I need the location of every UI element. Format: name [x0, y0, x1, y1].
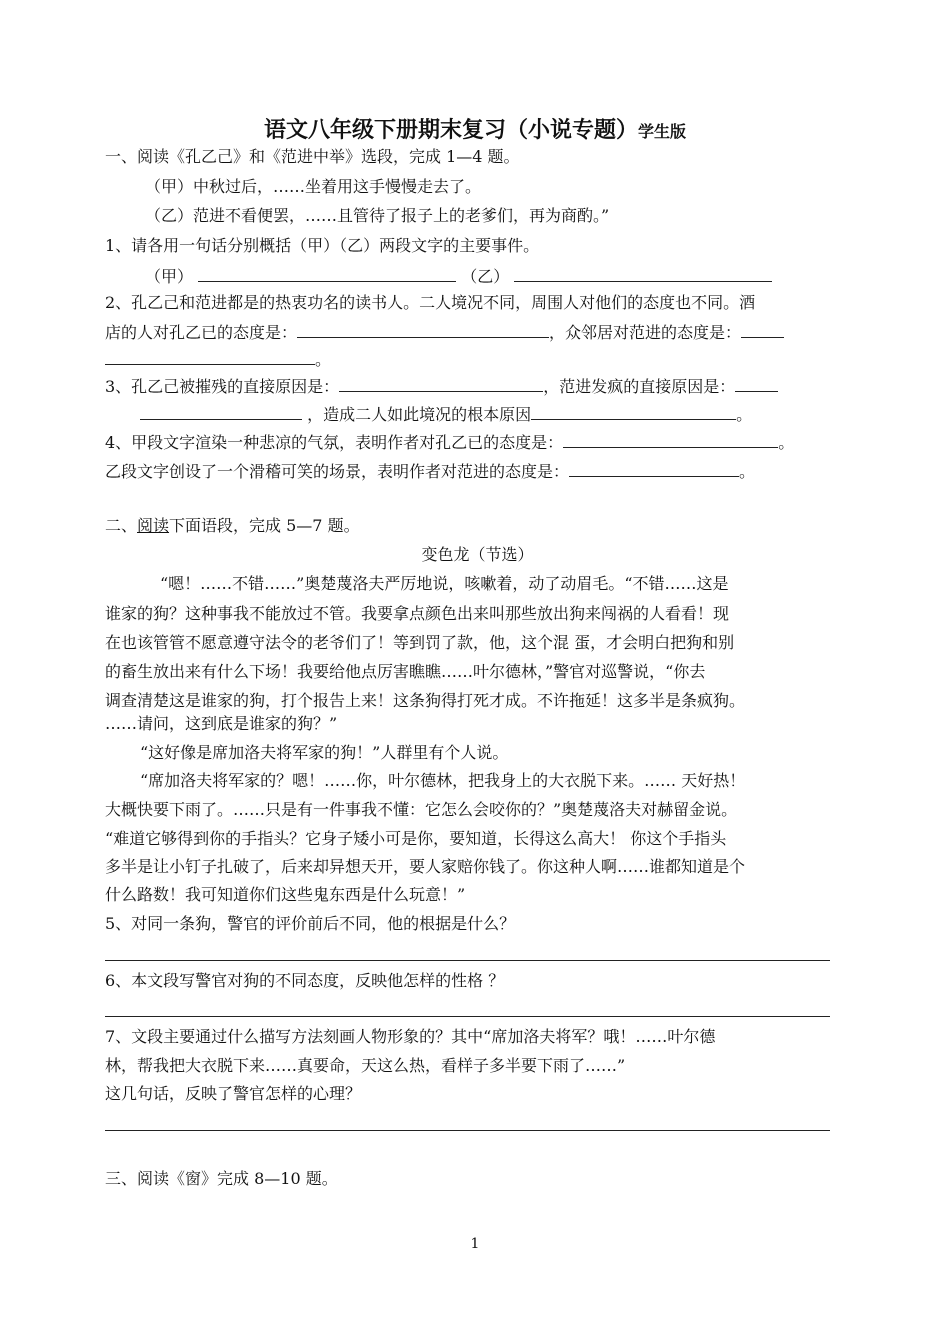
- passage-line: 调查清楚这是谁家的狗，打个报告上来！这条狗得打死才成。不许拖延！这多半是条疯狗。: [105, 691, 746, 710]
- answer-blank-yi[interactable]: [514, 264, 772, 282]
- answer-blank-q4a[interactable]: [563, 430, 778, 448]
- question-4-line2: 乙段文字创设了一个滑稽可笑的场景，表明作者对范进的态度是： 。: [105, 459, 850, 482]
- passage-line: “嗯！……不错……”奥楚蔑洛夫严厉地说，咳嗽着，动了动眉毛。“不错……这是: [160, 574, 729, 593]
- passage-line: 大概快要下雨了。……只是有一件事我不懂：它怎么会咬你的？”奥楚蔑洛夫对赫留金说。: [105, 800, 738, 819]
- passage-line: 什么路数！我可知道你们这些鬼东西是什么玩意！”: [105, 885, 466, 904]
- answer-line-q7[interactable]: [105, 1130, 830, 1131]
- page-title: 语文八年级下册期末复习（小说专题）学生版: [263, 117, 687, 143]
- question-6: 6、本文段写警官对狗的不同态度，反映他怎样的性格 ？: [105, 971, 505, 990]
- answer-blank-q2b[interactable]: [741, 320, 784, 338]
- question-1: 1、请各用一句话分别概括（甲）（乙）两段文字的主要事件。: [105, 236, 540, 255]
- answer-blank-q2b-cont[interactable]: [105, 347, 315, 365]
- answer-blank-q3c[interactable]: [531, 402, 736, 420]
- reading-link[interactable]: 阅读: [137, 516, 170, 535]
- section2-heading: 二、阅读下面语段，完成 5—7 题。: [105, 516, 360, 535]
- passage-line: 谁家的狗？这种事我不能放过不管。我要拿点颜色出来叫那些放出狗来闯祸的人看看！现: [105, 604, 730, 623]
- question-2-line3: 。: [105, 347, 850, 370]
- question-1-answers: （甲） （乙）: [145, 264, 850, 287]
- excerpt-yi: （乙）范进不看便罢，……且管待了报子上的老爹们，再为商酌。”: [145, 206, 610, 225]
- page-number: 1: [470, 1236, 480, 1252]
- excerpt-jia: （甲）中秋过后，……坐着用这手慢慢走去了。: [145, 177, 482, 196]
- answer-line-q6[interactable]: [105, 1016, 830, 1017]
- answer-blank-jia[interactable]: [198, 264, 456, 282]
- answer-line-q5[interactable]: [105, 960, 830, 961]
- section1-heading: 一、阅读《孔乙己》和《范进中举》选段，完成 1—4 题。: [105, 147, 520, 166]
- passage-line: “难道它够得到你的手指头？它身子矮小可是你，要知道，长得这么高大！ 你这个手指头: [105, 829, 727, 848]
- question-3-line2: ，造成二人如此境况的根本原因 。: [140, 402, 850, 425]
- passage-line: “这好像是席加洛夫将军家的狗！”人群里有个人说。: [140, 743, 509, 762]
- question-3-line1: 3、孔乙己被摧残的直接原因是： ，范进发疯的直接原因是：: [105, 374, 850, 397]
- section3-heading: 三、阅读《窗》完成 8—10 题。: [105, 1169, 338, 1188]
- answer-blank-q2a[interactable]: [297, 320, 549, 338]
- answer-blank-q3b[interactable]: [735, 374, 778, 392]
- question-4-line1: 4、甲段文字渲染一种悲凉的气氛，表明作者对孔乙已的态度是： 。: [105, 430, 850, 453]
- passage-line: ……请问，这到底是谁家的狗？”: [105, 714, 338, 733]
- question-7-line: 7、文段主要通过什么描写方法刻画人物形象的？其中“席加洛夫将军？哦！……叶尔德: [105, 1027, 716, 1046]
- answer-blank-q3a[interactable]: [339, 374, 543, 392]
- question-7-line: 这几句话，反映了警官怎样的心理？: [105, 1084, 362, 1103]
- question-5: 5、对同一条狗，警官的评价前后不同，他的根据是什么？: [105, 914, 516, 933]
- passage-title: 变色龙（节选）: [421, 545, 534, 564]
- passage-line: 的畜生放出来有什么下场！我要给他点厉害瞧瞧……叶尔德林，”警官对巡警说，“你去: [105, 662, 706, 681]
- passage-line: “席加洛夫将军家的？嗯！……你，叶尔德林，把我身上的大衣脱下来。…… 天好热！: [140, 771, 746, 790]
- question-2-line1: 2、孔乙己和范进都是的热衷功名的读书人。二人境况不同，周围人对他们的态度也不同。酒: [105, 293, 756, 312]
- passage-line: 多半是让小钉子扎破了，后来却异想天开，要人家赔你钱了。你这种人啊……谁都知道是个: [105, 857, 746, 876]
- edition-label: 学生版: [638, 122, 687, 141]
- question-2-line2: 店的人对孔乙已的态度是： ，众邻居对范进的态度是：: [105, 320, 850, 343]
- question-7-line: 林，帮我把大衣脱下来……真要命，天这么热，看样子多半要下雨了……”: [105, 1056, 626, 1075]
- passage-line: 在也该管管不愿意遵守法令的老爷们了！等到罚了款，他，这个混 蛋，才会明白把狗和别: [105, 633, 735, 652]
- answer-blank-q3b-cont[interactable]: [140, 402, 302, 420]
- answer-blank-q4b[interactable]: [569, 459, 739, 477]
